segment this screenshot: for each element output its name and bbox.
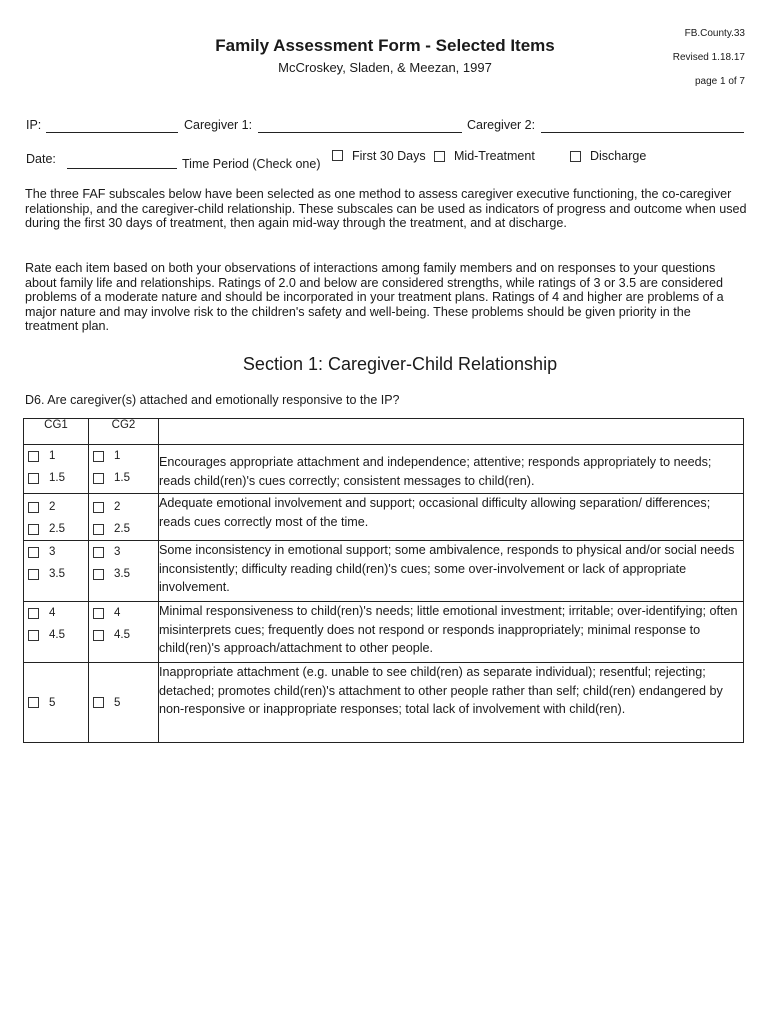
cg2-rating-1-checkbox[interactable] <box>93 451 104 462</box>
rating-description: Inappropriate attachment (e.g. unable to see child(ren) as separate individual); resentful; rejecting; detached; promotes child(ren)'s attachment to other people rather than self; child(ren) endangered by non-responsive or inappropriate responses; total lack of involvement with child(ren). <box>159 663 744 743</box>
mid-treatment-checkbox[interactable] <box>434 151 445 162</box>
cg1-header: CG1 <box>24 419 89 445</box>
cg1-rating-2-checkbox[interactable] <box>28 502 39 513</box>
ip-field[interactable] <box>46 132 178 133</box>
cg1-rating-1.5-checkbox[interactable] <box>28 473 39 484</box>
cg2-cell <box>89 494 159 541</box>
table-row <box>24 494 744 541</box>
cg1-rating-5-checkbox[interactable] <box>28 697 39 708</box>
table-header-row <box>24 419 744 445</box>
form-title: Family Assessment Form - Selected Items <box>215 36 555 55</box>
cg1-cell <box>24 541 89 602</box>
rating-label: 3.5 <box>49 568 65 580</box>
cg2-rating-3-checkbox[interactable] <box>93 547 104 558</box>
rating-label: 3 <box>49 546 56 558</box>
rating-label: 5 <box>114 696 121 709</box>
first-30-days-label: First 30 Days <box>352 149 426 163</box>
cg2-rating-2-checkbox[interactable] <box>93 502 104 513</box>
discharge-label: Discharge <box>590 149 647 163</box>
intro-paragraph-1: The three FAF subscales below have been selected as one method to assess caregiver executive functioning, the co-caregiver relationship, and the caregiver-child relationship. These subscales can be used as indicators of progress and outcome when used during the first 30 days of treatment, then again mid-way through the treatment, and at discharge. <box>25 187 747 230</box>
caregiver2-label: Caregiver 2: <box>467 118 536 132</box>
rating-label: 2 <box>49 501 56 513</box>
caregiver1-field[interactable] <box>258 132 462 133</box>
cg2-rating-2.5-checkbox[interactable] <box>93 524 104 535</box>
table-row <box>24 663 744 743</box>
rating-label: 2.5 <box>114 523 130 535</box>
rating-label: 3 <box>114 546 121 558</box>
cg1-rating-1-checkbox[interactable] <box>28 451 39 462</box>
cg1-rating-3.5-checkbox[interactable] <box>28 569 39 580</box>
time-period-label: Time Period (Check one) <box>182 157 321 171</box>
cg1-cell <box>24 494 89 541</box>
cg1-cell <box>24 602 89 663</box>
rating-description: Adequate emotional involvement and support; occasional difficulty allowing separation/ differences; reads cues correctly most of the time. <box>159 494 744 541</box>
question-d6: D6. Are caregiver(s) attached and emotionally responsive to the IP? <box>25 393 400 407</box>
description-header <box>159 419 744 445</box>
date-field[interactable] <box>67 168 177 169</box>
rating-label: 3.5 <box>114 568 130 580</box>
rating-label: 2.5 <box>49 523 65 535</box>
rating-label: 4 <box>114 607 121 619</box>
rating-description: Encourages appropriate attachment and independence; attentive; responds appropriately to needs; reads child(ren)'s cues correctly; consistent messages to child(ren). <box>159 445 744 494</box>
form-id: FB.County.33 <box>684 28 745 39</box>
cg1-cell <box>24 663 89 743</box>
cg1-rating-2.5-checkbox[interactable] <box>28 524 39 535</box>
rating-label: 2 <box>114 501 121 513</box>
cg1-cell <box>24 445 89 494</box>
ip-label: IP: <box>26 118 42 132</box>
table-row <box>24 445 744 494</box>
rating-label: 4.5 <box>114 629 130 641</box>
rating-table <box>23 418 744 743</box>
cg2-cell <box>89 663 159 743</box>
first-30-days-checkbox[interactable] <box>332 150 343 161</box>
caregiver1-label: Caregiver 1: <box>184 118 253 132</box>
rating-label: 1 <box>114 450 121 462</box>
cg2-rating-5-checkbox[interactable] <box>93 697 104 708</box>
revision-date: Revised 1.18.17 <box>672 52 745 63</box>
rating-label: 1.5 <box>49 472 65 484</box>
table-row <box>24 602 744 663</box>
cg2-rating-1.5-checkbox[interactable] <box>93 473 104 484</box>
form-authors: McCroskey, Sladen, & Meezan, 1997 <box>278 60 492 75</box>
cg2-cell <box>89 445 159 494</box>
rating-label: 5 <box>49 696 56 709</box>
discharge-checkbox[interactable] <box>570 151 581 162</box>
rating-label: 1 <box>49 450 56 462</box>
cg2-rating-4.5-checkbox[interactable] <box>93 630 104 641</box>
cg1-rating-4.5-checkbox[interactable] <box>28 630 39 641</box>
caregiver2-field[interactable] <box>541 132 744 133</box>
cg2-rating-3.5-checkbox[interactable] <box>93 569 104 580</box>
section-title: Section 1: Caregiver-Child Relationship <box>242 354 558 374</box>
cg2-rating-4-checkbox[interactable] <box>93 608 104 619</box>
cg1-rating-4-checkbox[interactable] <box>28 608 39 619</box>
rating-label: 4 <box>49 607 56 619</box>
page-number: page 1 of 7 <box>694 76 745 87</box>
rating-label: 1.5 <box>114 472 130 484</box>
date-label: Date: <box>26 152 56 166</box>
cg1-rating-3-checkbox[interactable] <box>28 547 39 558</box>
rating-description: Minimal responsiveness to child(ren)'s needs; little emotional investment; irritable; over-identifying; often misinterprets cues; frequently does not respond or responds inappropriately; minimal response to child(ren)'s approach/attachment to other people. <box>159 602 744 663</box>
table-row <box>24 541 744 602</box>
mid-treatment-label: Mid-Treatment <box>454 149 535 163</box>
cg2-cell <box>89 541 159 602</box>
rating-description: Some inconsistency in emotional support; some ambivalence, responds to physical and/or social needs inconsistently; difficulty reading child(ren)'s cues; some over-involvement or lack of appropriate involvement. <box>159 541 744 602</box>
cg2-header: CG2 <box>89 419 159 445</box>
cg2-cell <box>89 602 159 663</box>
intro-paragraph-2: Rate each item based on both your observations of interactions among family members and on responses to your questions about family life and relationships. Ratings of 2.0 and below are considered strengths, while ratings of 3 or 3.5 are considered problems of a moderate nature and should be incorporated in your treatment plans. Ratings of 4 and higher are problems of a major nature and may involve risk to the children's safety and well-being. These problems should be given priority in the treatment plan. <box>25 261 724 333</box>
rating-label: 4.5 <box>49 629 65 641</box>
